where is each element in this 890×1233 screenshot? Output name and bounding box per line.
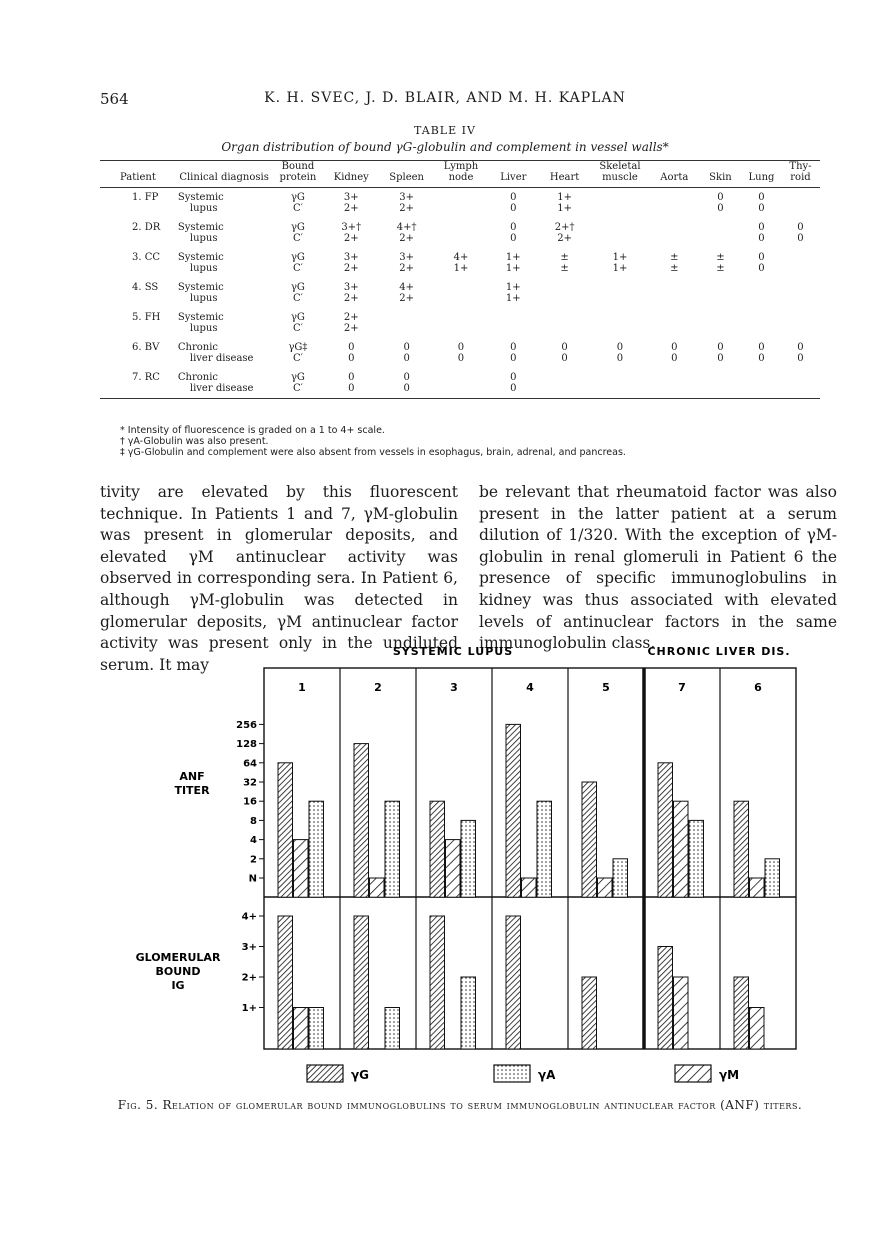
cell-protein: γG‡ C′ — [288, 342, 308, 364]
glomerular-bar-gG — [278, 916, 293, 1049]
anf-bar-gM — [294, 840, 309, 898]
page-number: 564 — [100, 90, 129, 108]
cell-spleen — [379, 308, 434, 338]
cell-thyroid: 0 0 — [797, 222, 804, 244]
table-label: TABLE IV — [414, 124, 476, 137]
glomerular-bar-gG — [430, 916, 445, 1049]
cell-patient: 1. FP — [132, 192, 159, 203]
glomerular-bar-gA — [461, 977, 476, 1049]
footnote-3: ‡ γG-Globulin and complement were also absent from vessels in esophagus, brain, adrenal, and pancreas. — [120, 447, 626, 458]
diagnosis-line-1: Chronic — [177, 342, 219, 353]
cell-spleen: 4+ 2+ — [399, 282, 415, 304]
anf-tick-label: 32 — [243, 777, 257, 789]
anf-tick-label: 64 — [243, 758, 257, 770]
anf-bar-gM — [446, 840, 461, 898]
table-header-row — [100, 161, 820, 188]
anf-bar-gM — [522, 878, 537, 897]
glomerular-bar-gM — [294, 1008, 309, 1050]
glomerular-bar-gA — [385, 1008, 400, 1050]
glomerular-tick-label: 4+ — [241, 911, 257, 923]
cell-lung: 0 0 — [758, 252, 765, 274]
cell-diagnosis — [176, 308, 272, 338]
legend-label-gM: γM — [719, 1068, 740, 1082]
cell-patient: 2. DR — [132, 222, 161, 233]
cell-liver: 1+ 1+ — [505, 282, 521, 304]
diagnosis-line-2: liver disease — [189, 353, 254, 364]
cell-muscle — [590, 188, 649, 219]
anf-bar-gA — [309, 801, 324, 897]
anf-bar-gA — [385, 801, 400, 897]
anf-axis-label-line2: TITER — [174, 784, 210, 797]
cell-lung: 0 0 — [758, 192, 765, 214]
legend-label-gG: γG — [351, 1068, 370, 1082]
cell-lung — [742, 278, 781, 308]
table-row — [100, 368, 820, 399]
cell-muscle: 1+ 1+ — [612, 252, 628, 274]
table-row — [100, 308, 820, 338]
glomerular-bar-gG — [582, 977, 597, 1049]
diagnosis-line-2: lupus — [189, 233, 218, 244]
cell-heart: 1+ 1+ — [557, 192, 572, 214]
anf-bar-gG — [734, 801, 749, 897]
glomerular-axis-label-line3: IG — [171, 979, 185, 992]
cell-kidney: 3+ 2+ — [343, 252, 359, 274]
body-text-left: tivity are elevated by this fluorescent technique. In Patients 1 and 7, γM-globulin was present in glomerular deposits, and elevated γM antinuclear activity was observed in corresponding sera. In Patient 6, although γM-globulin was detected in glomerular deposits, γM antinuclear factor activity was present only in the undiluted serum. It may — [100, 483, 458, 674]
cell-patient: 4. SS — [132, 282, 159, 293]
cell-protein: γG C′ — [290, 282, 305, 304]
glomerular-tick-label: 3+ — [241, 942, 257, 953]
cell-protein: γG C′ — [290, 222, 305, 244]
cell-liver — [488, 308, 539, 338]
cell-protein: γG C′ — [290, 192, 305, 214]
table-caption: Organ distribution of bound γG-globulin and complement in vessel walls* — [221, 140, 669, 154]
plot-frame — [264, 668, 796, 1049]
cell-patient: 3. CC — [132, 252, 161, 263]
cell-skin: ± ± — [716, 252, 725, 274]
group-label-lupus: SYSTEMIC LUPUS — [392, 645, 514, 658]
diagnosis-line-1: Systemic — [177, 252, 224, 263]
cell-protein: γG C′ — [290, 372, 305, 394]
anf-tick-label: 4 — [250, 835, 257, 847]
diagnosis-line-1: Chronic — [177, 372, 219, 383]
legend-swatch-gA — [494, 1065, 530, 1082]
anf-bar-gA — [613, 859, 628, 897]
anf-tick-label: 256 — [236, 719, 257, 731]
cell-diagnosis — [176, 188, 272, 219]
table-row — [100, 338, 820, 368]
cell-kidney: 3+ 2+ — [343, 192, 359, 214]
cell-thyroid: 0 0 — [797, 342, 804, 364]
cell-aorta: ± ± — [670, 252, 679, 274]
cell-muscle — [590, 278, 649, 308]
cell-skin — [699, 308, 742, 338]
cell-muscle — [590, 368, 649, 399]
cell-spleen: 3+ 2+ — [399, 252, 415, 274]
cell-heart — [539, 278, 590, 308]
glomerular-bar-gM — [750, 1008, 765, 1050]
col-header-heart: Heart — [549, 172, 580, 183]
diagnosis-line-1: Systemic — [177, 222, 224, 233]
cell-thyroid — [781, 248, 820, 278]
cell-kidney: 3+ 2+ — [343, 282, 359, 304]
cell-skin: 0 0 — [717, 192, 724, 214]
cell-protein: γG C′ — [290, 252, 305, 274]
cell-muscle: 0 0 — [616, 342, 624, 364]
anf-bar-gM — [598, 878, 613, 897]
col-header-kidney: Kidney — [333, 172, 369, 183]
glomerular-bar-gG — [734, 977, 749, 1049]
patient-column-label: 3 — [450, 681, 458, 694]
cell-aorta — [650, 188, 699, 219]
cell-lung: 0 0 — [758, 222, 765, 244]
cell-spleen: 4+† 2+ — [396, 222, 417, 244]
anf-bar-gA — [765, 859, 780, 897]
cell-kidney: 2+ 2+ — [343, 312, 359, 334]
patient-column-label: 4 — [526, 681, 534, 694]
anf-bar-gM — [750, 878, 765, 897]
legend-label-gA: γA — [538, 1068, 556, 1082]
cell-aorta — [650, 368, 699, 399]
cell-diagnosis — [176, 248, 272, 278]
cell-heart — [539, 308, 590, 338]
anf-tick-label: 2 — [250, 854, 257, 866]
glomerular-axis-label-line1: GLOMERULAR — [135, 951, 221, 964]
cell-lung: 0 0 — [758, 342, 765, 364]
col-header-thyroid: Thy-roid — [789, 161, 812, 183]
anf-bar-gM — [370, 878, 385, 897]
anf-bar-gA — [689, 820, 704, 897]
diagnosis-line-2: lupus — [189, 263, 218, 274]
table-row — [100, 218, 820, 248]
anf-tick-label: 16 — [243, 796, 257, 808]
anf-bar-gG — [658, 763, 673, 897]
anf-tick-label: 8 — [250, 815, 257, 827]
cell-lymph — [434, 308, 487, 338]
organ-distribution-table — [100, 160, 820, 399]
col-header-diagnosis: Clinical diagnosis — [179, 172, 269, 183]
col-header-protein: Bound protein — [279, 161, 317, 183]
cell-lymph: 4+ 1+ — [453, 252, 469, 274]
col-header-muscle: Skeletal muscle — [599, 161, 641, 183]
anf-bar-gG — [430, 801, 445, 897]
cell-lymph: 0 0 — [457, 342, 465, 364]
diagnosis-line-1: Systemic — [177, 192, 224, 203]
cell-protein: γG C′ — [290, 312, 305, 334]
anf-bar-gA — [537, 801, 552, 897]
cell-lymph — [434, 278, 487, 308]
cell-liver: 1+ 1+ — [505, 252, 521, 274]
cell-muscle — [590, 308, 649, 338]
figure-5-chart — [0, 640, 890, 1090]
cell-kidney: 0 0 — [348, 342, 355, 364]
diagnosis-line-2: liver disease — [189, 383, 254, 394]
anf-bar-gM — [674, 801, 689, 897]
col-header-spleen: Spleen — [389, 172, 424, 183]
col-header-aorta: Aorta — [660, 172, 689, 183]
cell-liver: 0 0 — [510, 342, 517, 364]
glomerular-tick-label: 1+ — [241, 1003, 257, 1014]
cell-liver: 0 0 — [510, 372, 517, 394]
cell-diagnosis — [176, 338, 272, 368]
col-header-patient: Patient — [120, 172, 156, 183]
diagnosis-line-2: lupus — [189, 323, 218, 334]
cell-patient: 5. FH — [132, 312, 161, 323]
cell-thyroid — [781, 308, 820, 338]
cell-lymph — [434, 218, 487, 248]
glomerular-bar-gA — [309, 1008, 324, 1050]
anf-bar-gG — [354, 744, 369, 898]
anf-bar-gG — [278, 763, 293, 897]
cell-aorta — [650, 308, 699, 338]
running-head: K. H. SVEC, J. D. BLAIR, AND M. H. KAPLAN — [264, 90, 626, 106]
cell-thyroid — [781, 368, 820, 399]
patient-column-label: 7 — [678, 681, 686, 694]
diagnosis-line-1: Systemic — [177, 312, 224, 323]
cell-skin — [699, 278, 742, 308]
anf-bar-gG — [506, 724, 521, 897]
footnote-1: * Intensity of fluorescence is graded on a 1 to 4+ scale. — [120, 425, 385, 436]
cell-thyroid — [781, 188, 820, 219]
cell-diagnosis — [176, 368, 272, 399]
glomerular-bar-gG — [354, 916, 369, 1049]
table-row — [100, 188, 820, 219]
glomerular-bar-gM — [674, 977, 689, 1049]
col-header-liver: Liver — [500, 172, 527, 183]
diagnosis-line-1: Systemic — [177, 282, 224, 293]
glomerular-tick-label: 2+ — [241, 972, 257, 984]
figure-caption: Fig. 5. Relation of glomerular bound immunoglobulins to serum immunoglobulin antinuclear factor (ANF) titers. — [117, 1098, 803, 1112]
cell-skin — [699, 368, 742, 399]
anf-axis-label-line1: ANF — [179, 770, 205, 783]
footnote-2: † γA-Globulin was also present. — [120, 436, 269, 447]
col-header-lymph: Lymph node — [443, 161, 479, 183]
cell-kidney: 0 0 — [348, 372, 355, 394]
cell-heart: 2+† 2+ — [554, 222, 575, 244]
cell-aorta — [650, 218, 699, 248]
cell-spleen: 0 0 — [403, 372, 410, 394]
diagnosis-line-2: lupus — [189, 293, 218, 304]
glomerular-bar-gG — [658, 947, 673, 1050]
body-text-right: be relevant that rheumatoid factor was also present in the latter patient at a serum dilution of 1/320. With the exception of γM-globulin in renal glomeruli in Patient 6 the presence of specific immunoglobulins in kidney was thus associated with elevated levels of antinuclear factors in the same immunoglobulin class. — [479, 483, 837, 653]
cell-aorta: 0 0 — [671, 342, 678, 364]
cell-skin — [699, 218, 742, 248]
patient-column-label: 5 — [602, 681, 610, 694]
patient-column-label: 6 — [754, 681, 762, 694]
col-header-skin: Skin — [709, 172, 732, 183]
cell-spleen: 0 0 — [403, 342, 410, 364]
anf-bar-gA — [461, 820, 476, 897]
cell-lung — [742, 308, 781, 338]
cell-heart — [539, 368, 590, 399]
cell-lymph — [434, 368, 487, 399]
cell-lymph — [434, 188, 487, 219]
anf-bar-gG — [582, 782, 597, 897]
col-header-lung: Lung — [748, 172, 775, 183]
table-row — [100, 248, 820, 278]
patient-column-label: 2 — [374, 681, 382, 694]
glomerular-bar-gG — [506, 916, 521, 1049]
cell-patient: 6. BV — [132, 342, 160, 353]
anf-tick-label: 128 — [236, 739, 257, 751]
cell-diagnosis — [176, 218, 272, 248]
legend-swatch-gG — [307, 1065, 343, 1082]
cell-diagnosis — [176, 278, 272, 308]
legend-swatch-gM — [675, 1065, 711, 1082]
cell-kidney: 3+† 2+ — [341, 222, 362, 244]
anf-tick-label: N — [248, 873, 257, 885]
cell-heart: ± ± — [560, 252, 569, 274]
cell-spleen: 3+ 2+ — [399, 192, 415, 214]
glomerular-axis-label-line2: BOUND — [155, 965, 201, 978]
cell-liver: 0 0 — [510, 192, 517, 214]
cell-aorta — [650, 278, 699, 308]
cell-skin: 0 0 — [717, 342, 724, 364]
cell-heart: 0 0 — [561, 342, 568, 364]
cell-liver: 0 0 — [510, 222, 517, 244]
patient-column-label: 1 — [298, 681, 306, 694]
cell-thyroid — [781, 278, 820, 308]
cell-lung — [742, 368, 781, 399]
cell-patient: 7. RC — [132, 372, 160, 383]
cell-muscle — [590, 218, 649, 248]
table-row — [100, 278, 820, 308]
diagnosis-line-2: lupus — [189, 203, 218, 214]
group-label-liver: CHRONIC LIVER DIS. — [647, 645, 791, 658]
